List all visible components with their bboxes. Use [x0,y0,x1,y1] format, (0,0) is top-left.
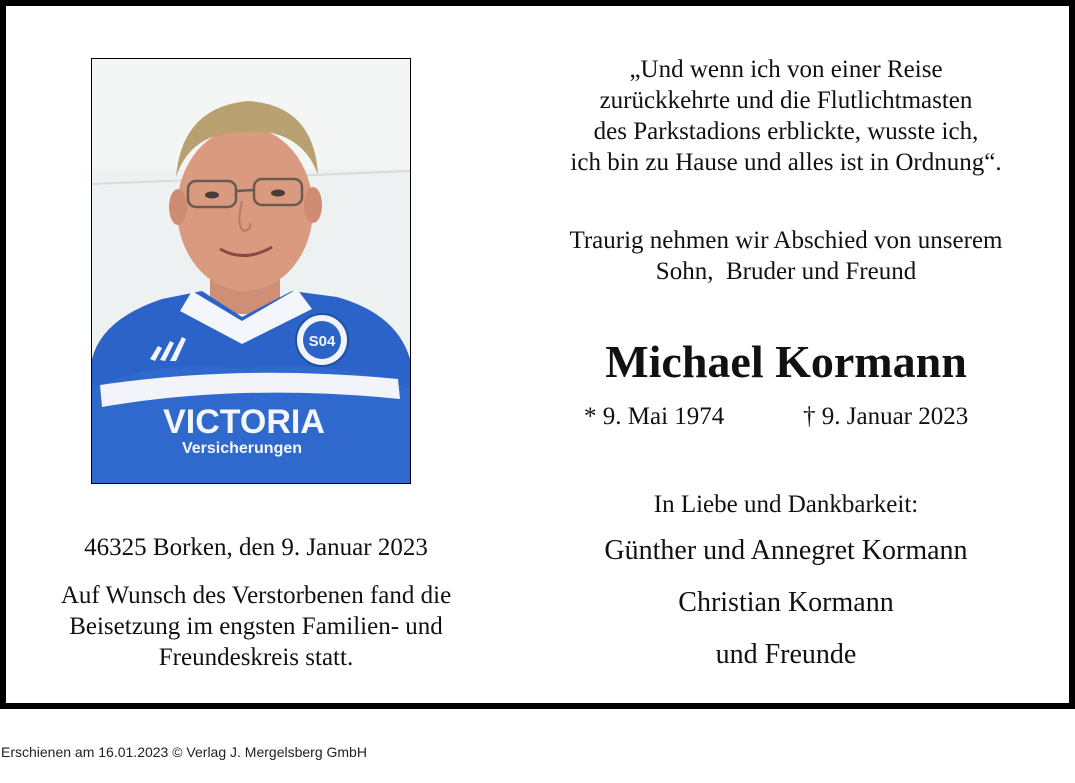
intro-text [526,225,1046,287]
death-date: † 9. Januar 2023 [803,403,969,430]
portrait-photo [91,58,411,484]
intro-line: Sohn, Bruder und Freund [655,258,917,285]
note-line: Auf Wunsch des Verstorbenen fand die [60,582,452,609]
burial-note [36,580,476,673]
quote-line: „Und wenn ich von einer Reise [629,56,943,83]
quote-block [526,54,1046,178]
mourner-name: und Freunde [715,639,857,670]
shirt-sponsor-subtext: Versicherungen [181,440,303,457]
note-line: Freundeskreis statt. [158,644,354,671]
birth-date: * 9. Mai 1974 [584,403,725,430]
publication-footer: Erschienen am 16.01.2023 © Verlag J. Mergelsberg GmbH [1,744,367,760]
quote-line: des Parkstadions erblickte, wusste ich, [593,118,979,145]
intro-line: Traurig nehmen wir Abschied von unserem [569,227,1003,254]
mourner-name: Günther und Annegret Kormann [604,535,968,566]
portrait-image [92,59,410,483]
note-line: Beisetzung im engsten Familien- und [69,613,443,640]
shirt-sponsor-text: VICTORIA [163,403,325,441]
crest-text: S04 [308,333,336,350]
deceased-name: Michael Kormann [605,336,967,387]
quote-line: ich bin zu Hause und alles ist in Ordnung“. [570,149,1002,176]
place-date: 46325 Borken, den 9. Januar 2023 [84,534,428,561]
mourner-name: Christian Kormann [678,587,894,618]
mourners-heading: In Liebe und Dankbarkeit: [653,491,919,518]
quote-line: zurückkehrte und die Flutlichtmasten [599,87,973,114]
